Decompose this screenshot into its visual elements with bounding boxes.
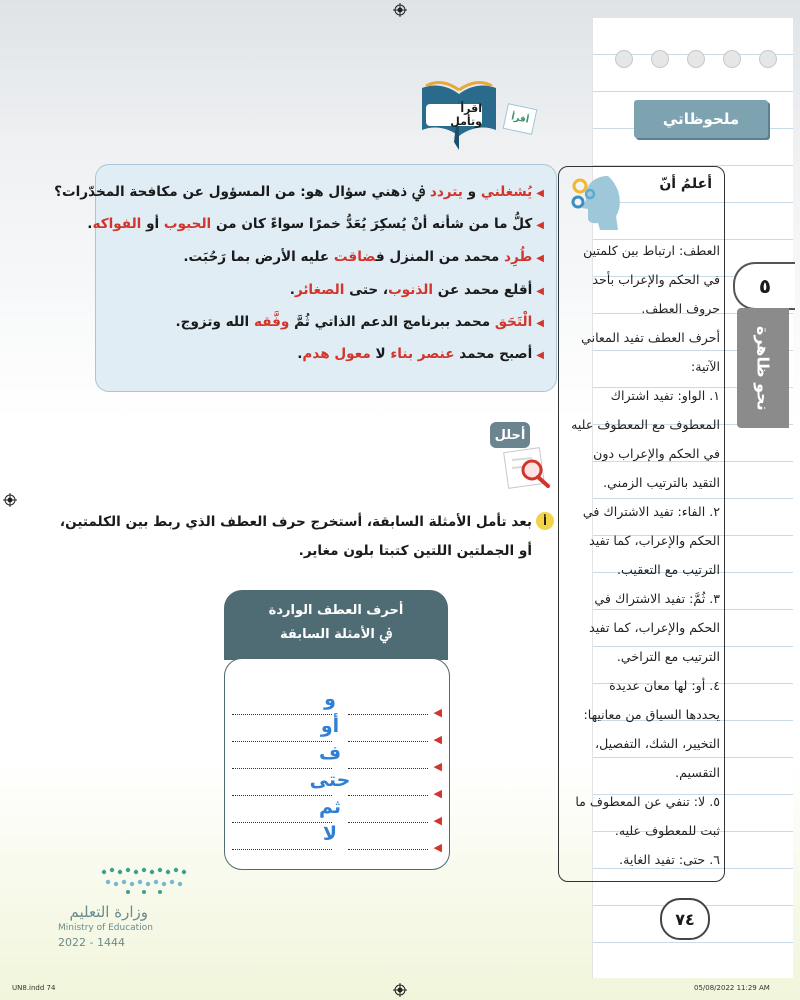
answer-blank[interactable] [348, 781, 428, 796]
bullet-arrow-icon: ◀ [536, 286, 544, 297]
example-sentence [183, 249, 544, 265]
binder-hole [651, 50, 669, 68]
answer-blank[interactable] [348, 754, 428, 769]
bullet-arrow-icon: ◀ [536, 350, 544, 361]
unit-number-tab: ٥ [733, 262, 795, 310]
highlighted-word: يُشغلني [480, 184, 533, 200]
highlighted-word: الفواكه [92, 216, 142, 232]
sentence-text: محمد ببرنامج الدعم الذاتي ثُمَّ [289, 314, 495, 330]
question-line-1: بعد تأمل الأمثلة السابقة، أستخرج حرف العطف الذي ربط بين الكلمتين، [59, 514, 532, 530]
sentence-text: الله وتزوج. [175, 314, 254, 330]
table-header [224, 590, 448, 660]
highlighted-word: الذنوب [388, 282, 433, 298]
sentence-text: أصبح محمد [454, 346, 533, 362]
info-line: ٥. لا: تنفي عن المعطوف ما [575, 794, 720, 809]
analyze-badge: أحلل [490, 422, 530, 448]
example-sentence [297, 346, 544, 362]
sentence-text: أو [141, 216, 164, 232]
highlighted-word: وفَّقه [253, 314, 290, 330]
registration-mark-icon [3, 493, 17, 507]
file-name: UN8.indd 74 [12, 984, 56, 992]
row-arrow-icon: ◀ [433, 760, 442, 773]
info-line: ثبت للمعطوف عليه. [614, 823, 720, 838]
info-line: الحكم والإعراب، كما تفيد [589, 620, 720, 635]
registration-mark-icon [393, 983, 407, 997]
unit-vertical-tab: نحو ظاهرة [737, 308, 789, 428]
info-line: التخيير، الشك، التفصيل، [595, 736, 720, 751]
info-line: المعطوف مع المعطوف عليه [571, 417, 720, 432]
sentence-text: أقلع محمد عن [433, 282, 533, 298]
notes-section-badge: ملحوظاتي [634, 100, 768, 138]
answer-blank[interactable] [348, 700, 428, 715]
ministry-name-en: Ministry of Education [58, 923, 153, 933]
highlighted-word: الصغائر [294, 282, 345, 298]
bullet-arrow-icon: ◀ [536, 220, 544, 231]
sentence-text: محمد من المنزل ف [375, 249, 505, 265]
read-card: أقرأ [503, 103, 538, 135]
question-number: أ [536, 512, 554, 530]
row-arrow-icon: ◀ [433, 733, 442, 746]
question-line-2: أو الجملتين اللتين كتبتا بلون مغاير. [298, 543, 532, 559]
info-line: الآتية: [691, 359, 720, 374]
highlighted-word: معول هدم [302, 346, 371, 362]
row-arrow-icon: ◀ [433, 814, 442, 827]
binder-hole [615, 50, 633, 68]
info-line: ٣. ثُمَّ: تفيد الاشتراك في [594, 591, 720, 606]
conjunction-word: لا [322, 823, 338, 845]
highlighted-word: طُرِد [504, 249, 533, 265]
example-sentence [87, 216, 544, 232]
highlighted-word: الحبوب [163, 216, 212, 232]
ministry-logo-icon [98, 862, 190, 896]
info-line: يحددها السياق من معانيها: [583, 707, 720, 722]
highlighted-word: ضاقت [333, 249, 376, 265]
lesson-title: اقرأ وتأمل [426, 104, 482, 126]
info-line: الترتيب مع التراخي. [616, 649, 720, 664]
info-line: ٢. الفاء: تفيد الاشتراك في [582, 504, 720, 519]
info-line: التقسيم. [675, 765, 720, 780]
page-number: ٧٤ [660, 898, 710, 940]
sentence-text: كلُّ ما من شأنه أنْ يُسكِرَ يُعَدُّ خمرًا سواءً كان من [211, 216, 533, 232]
example-sentence [290, 282, 544, 298]
info-text [560, 236, 720, 874]
info-line: التقيد بالترتيب الزمني. [603, 475, 720, 490]
binder-hole [687, 50, 705, 68]
table-header-line-2: ﰲ الأمثلة السابقة [280, 627, 392, 642]
head-gears-icon [570, 172, 622, 232]
row-arrow-icon: ◀ [433, 706, 442, 719]
info-line: العطف: ارتباط بين كلمتين [583, 243, 720, 258]
row-arrow-icon: ◀ [433, 787, 442, 800]
sentence-text: ، حتى [344, 282, 389, 298]
binder-hole [759, 50, 777, 68]
sentence-text: . [87, 216, 93, 232]
bullet-arrow-icon: ◀ [536, 253, 544, 264]
info-line: الحكم والإعراب، كما تفيد [589, 533, 720, 548]
sentence-text: . [297, 346, 303, 362]
conjunction-word: ثم [318, 796, 342, 818]
highlighted-word: يتردد [429, 184, 463, 200]
answer-blank[interactable] [348, 727, 428, 742]
conjunction-word: و [324, 688, 336, 710]
info-heading: أعلمُ أنّ [659, 176, 712, 192]
edition-year: 2022 - 1444 [58, 936, 125, 949]
info-line: حروف العطف. [641, 301, 720, 316]
info-line: في الحكم والإعراب دون [593, 446, 720, 461]
info-line: الترتيب مع التعقيب. [617, 562, 720, 577]
info-line: ٦. حتى: تفيد الغاية. [619, 852, 720, 867]
example-sentence [54, 184, 544, 200]
sentence-text: ﰲ ذهني سؤال هو: من المسؤول عن مكافحة المخدّرات؟ [54, 184, 430, 200]
info-line: ٤. أو: لها معان عديدة [609, 678, 720, 693]
info-line: في الحكم والإعراب بأحد [592, 272, 720, 287]
row-arrow-icon: ◀ [433, 841, 442, 854]
sentence-text: عليه الأرض بما رَحُبَت. [183, 249, 334, 265]
conjunction-word: ف [318, 742, 342, 764]
magnifier-icon [502, 446, 554, 490]
conjunction-word: أو [320, 715, 340, 737]
highlighted-word: الْتَحَق [494, 314, 533, 330]
print-timestamp: 05/08/2022 11:29 AM [694, 984, 770, 992]
sentence-text: . [289, 282, 295, 298]
highlighted-word: عنصر بناء [390, 346, 455, 362]
bullet-arrow-icon: ◀ [536, 188, 544, 199]
answer-blank[interactable] [348, 808, 428, 823]
conjunction-word: حتى [309, 769, 351, 791]
sentence-text: و [462, 184, 481, 200]
info-line: أحرف العطف تفيد المعاني [581, 330, 720, 345]
table-header-line-1: أحرف العطف الواردة [268, 603, 404, 618]
example-sentence [176, 314, 545, 330]
info-line: ١. الواو: تفيد اشتراك [610, 388, 720, 403]
ministry-name-ar: وزارة التعليم [69, 903, 148, 921]
binder-hole [723, 50, 741, 68]
answer-blank[interactable] [348, 835, 428, 850]
bullet-arrow-icon: ◀ [536, 318, 544, 329]
sentence-text: لا [370, 346, 391, 362]
registration-mark-icon [393, 3, 407, 17]
